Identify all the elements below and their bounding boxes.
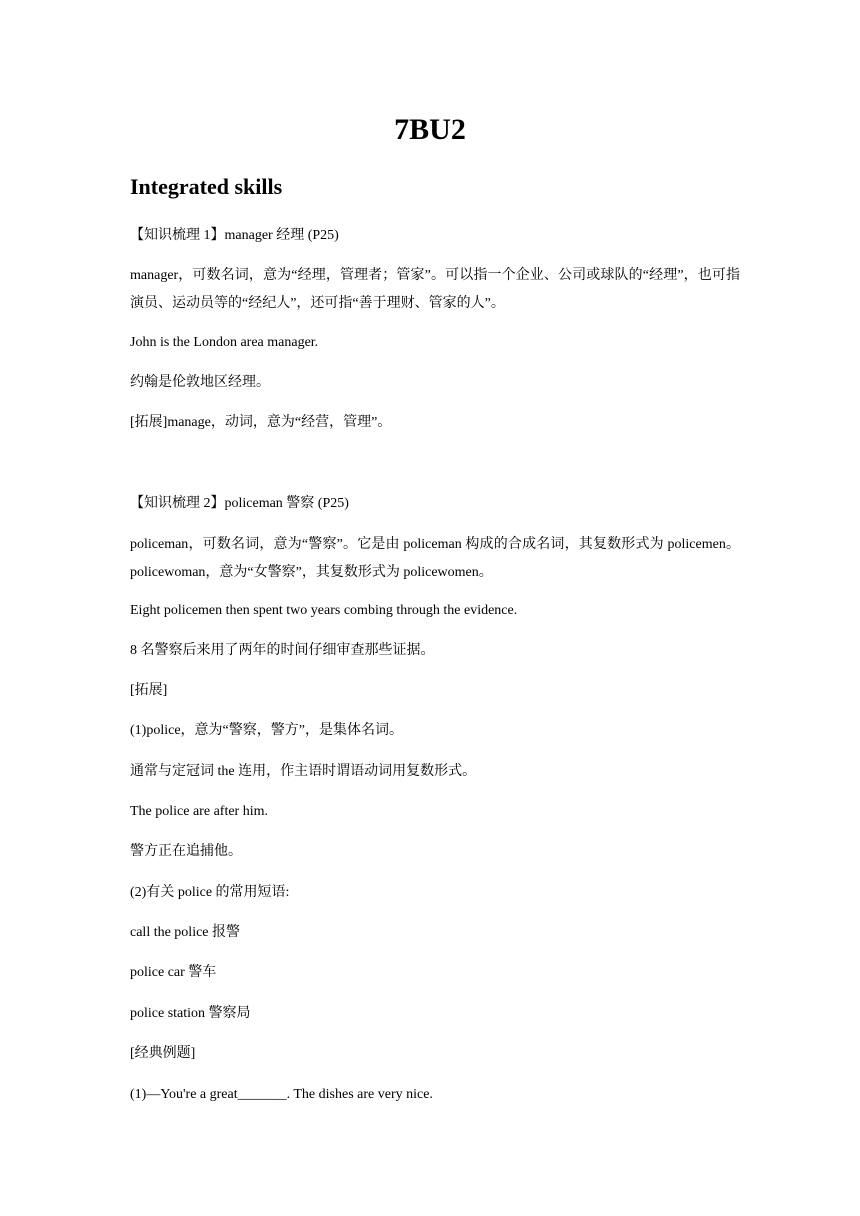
manager-explanation: manager，可数名词，意为“经理，管理者；管家”。可以指一个企业、公司或球队的“经理”，也可指演员、运动员等的“经纪人”，还可指“善于理财、管家的人”。 xyxy=(130,268,740,311)
police-phrases-heading: (2)有关 police 的常用短语: xyxy=(130,885,290,900)
phrase-call-the-police: call the police 报警 xyxy=(130,925,241,940)
manager-example-en: John is the London area manager. xyxy=(130,335,319,350)
manager-extension: [拓展]manage，动词，意为“经营，管理”。 xyxy=(130,415,392,430)
policeman-explanation: policeman，可数名词，意为“警察”。它是由 policeman 构成的合成名词，其复数形式为 policemen。policewoman，意为“女警察”，其复数形式为 policewomen。 xyxy=(130,537,740,580)
exercise-1: (1)—You're a great_______. The dishes are very nice. xyxy=(130,1087,433,1102)
phrase-police-car: police car 警车 xyxy=(130,965,217,980)
police-example-zh: 警方正在追捕他。 xyxy=(130,844,242,859)
knowledge-point-1-heading: 【知识梳理 1】manager 经理 (P25) xyxy=(130,228,339,243)
section-heading: Integrated skills xyxy=(130,174,283,199)
police-definition: (1)police，意为“警察，警方”，是集体名词。 xyxy=(130,723,403,738)
classic-examples-label: [经典例题] xyxy=(130,1046,196,1061)
policeman-example-zh: 8 名警察后来用了两年的时间仔细审查那些证据。 xyxy=(130,643,435,658)
extension-label: [拓展] xyxy=(130,683,168,698)
document-title: 7BU2 xyxy=(394,113,466,146)
manager-example-zh: 约翰是伦敦地区经理。 xyxy=(130,375,270,390)
knowledge-point-2-heading: 【知识梳理 2】policeman 警察 (P25) xyxy=(130,496,349,511)
police-usage-note: 通常与定冠词 the 连用，作主语时谓语动词用复数形式。 xyxy=(130,764,477,779)
phrase-police-station: police station 警察局 xyxy=(130,1006,251,1021)
police-example-en: The police are after him. xyxy=(130,804,268,819)
policeman-example-en: Eight policemen then spent two years combing through the evidence. xyxy=(130,603,518,618)
